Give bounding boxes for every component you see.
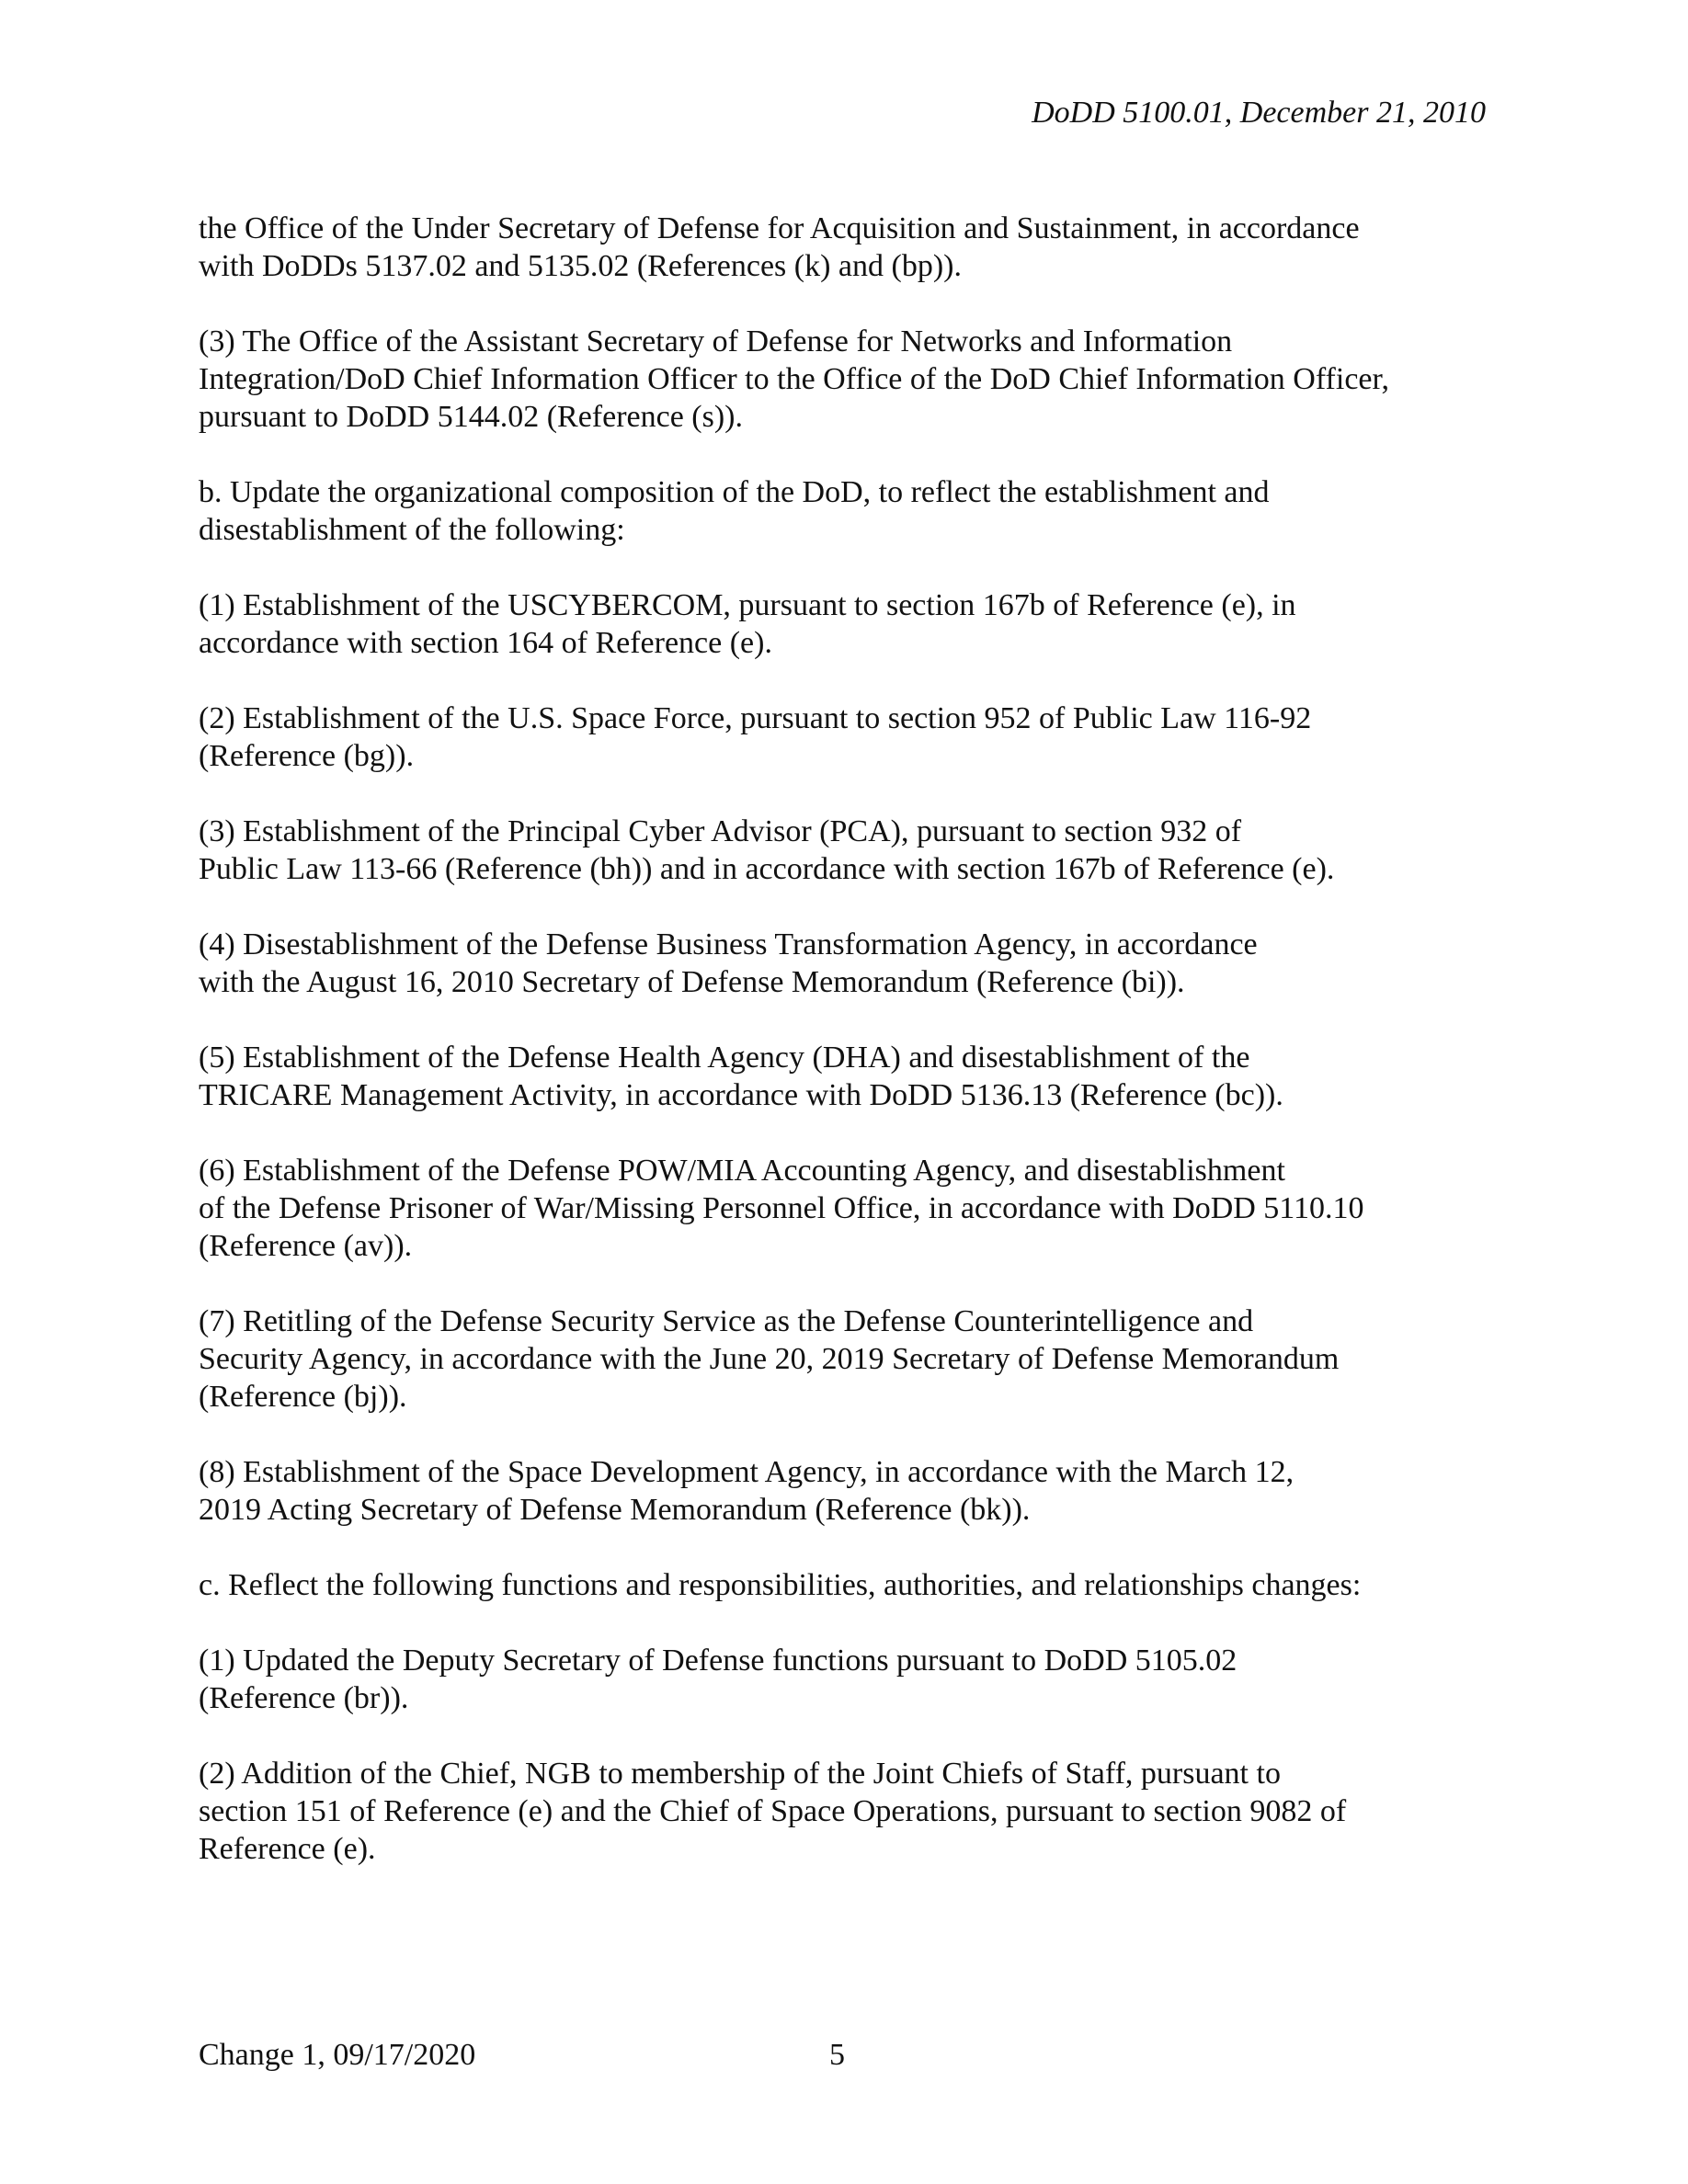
footer-page-number: 5 [829,2038,845,2072]
document-body [199,210,1495,1905]
paragraph: (8) Establishment of the Space Development Agency, in accordance with the March 12, 2019 Acting Secretary of Defense Memorandum (Reference (bk)). [199,1455,1295,1527]
paragraph: (6) Establishment of the Defense POW/MIA Accounting Agency, and disestablishment of the Defense Prisoner of War/Missing Personnel Office, in accordance with DoDD 5110.10 (Reference (av)). [199,1154,1364,1263]
paragraph: (2) Addition of the Chief, NGB to membership of the Joint Chiefs of Staff, pursuant to section 151 of Reference (e) and the Chief of Space Operations, pursuant to section 9082 of Reference (e). [199,1757,1347,1866]
paragraph: (5) Establishment of the Defense Health Agency (DHA) and disestablishment of the TRICARE Management Activity, in accordance with DoDD 5136.13 (Reference (bc)). [199,1041,1283,1112]
footer-change-note: Change 1, 09/17/2020 [199,2038,476,2072]
paragraph: (3) Establishment of the Principal Cyber Advisor (PCA), pursuant to section 932 of Public Law 113-66 (Reference (bh)) and in accordance with section 167b of Reference (e). [199,814,1335,886]
paragraph: (2) Establishment of the U.S. Space Force, pursuant to section 952 of Public Law 116-92 (Reference (bg)). [199,701,1312,773]
paragraph: b. Update the organizational composition of the DoD, to reflect the establishment and disestablishment of the following: [199,475,1270,547]
header-doc-ref: DoDD 5100.01, December 21, 2010 [1032,96,1486,130]
paragraph: the Office of the Under Secretary of Defense for Acquisition and Sustainment, in accordance with DoDDs 5137.02 and 5135.02 (References (k) and (bp)). [199,211,1360,283]
paragraph: (1) Updated the Deputy Secretary of Defense functions pursuant to DoDD 5105.02 (Reference (br)). [199,1644,1237,1715]
paragraph: (1) Establishment of the USCYBERCOM, pursuant to section 167b of Reference (e), in accordance with section 164 of Reference (e). [199,588,1296,660]
paragraph: (7) Retitling of the Defense Security Service as the Defense Counterintelligence and Security Agency, in accordance with the June 20, 2019 Secretary of Defense Memorandum (Reference (bj)). [199,1304,1340,1414]
paragraph: c. Reflect the following functions and responsibilities, authorities, and relationships changes: [199,1568,1362,1602]
paragraph: (4) Disestablishment of the Defense Business Transformation Agency, in accordance with the August 16, 2010 Secretary of Defense Memorandum (Reference (bi)). [199,927,1258,999]
paragraph: (3) The Office of the Assistant Secretary of Defense for Networks and Information Integration/DoD Chief Information Officer to the Office of the DoD Chief Information Officer, pursuant to DoDD 5144.02 (Reference (s)). [199,324,1389,434]
